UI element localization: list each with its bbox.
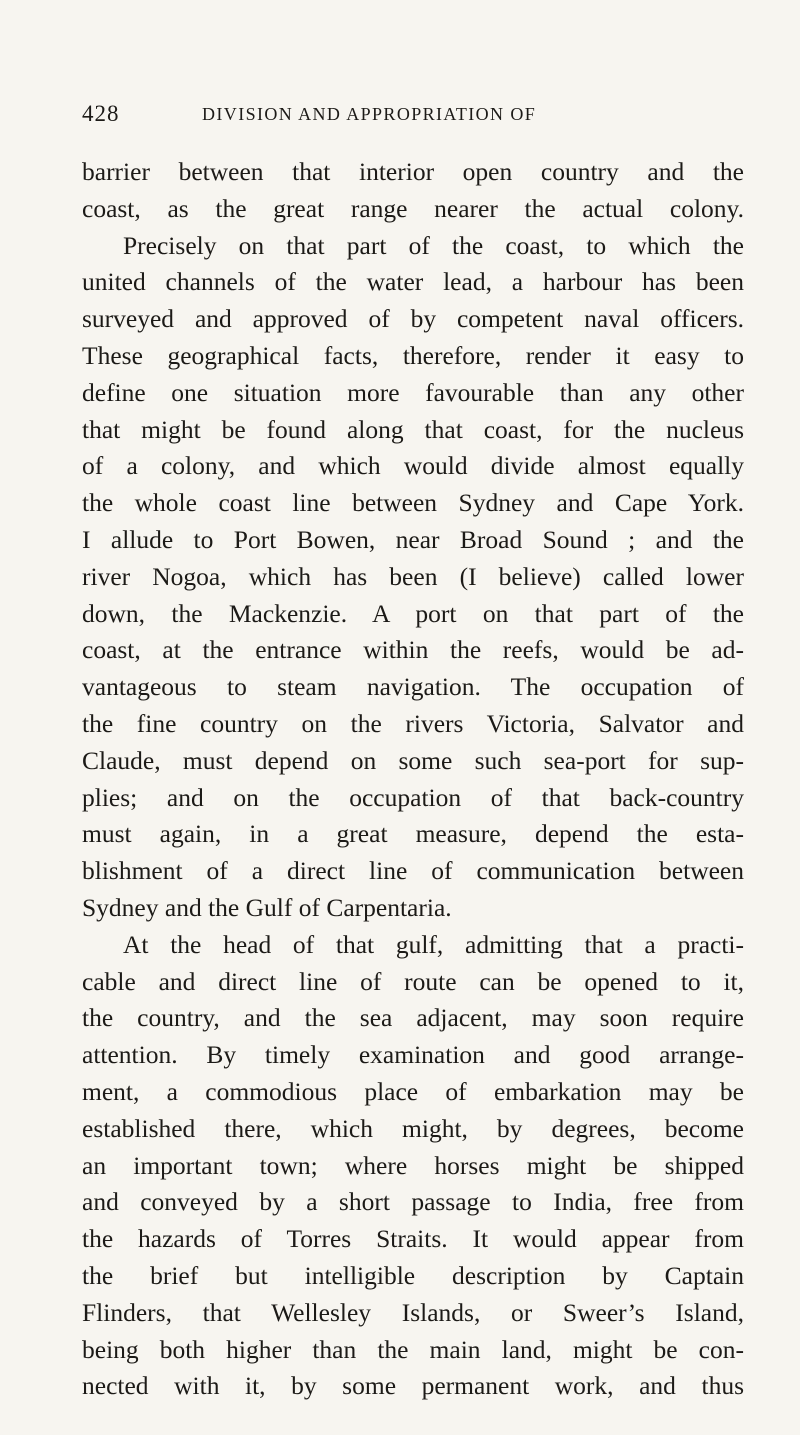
text-line: the whole coast line between Sydney and Cape York. xyxy=(82,488,744,518)
text-line: Precisely on that part of the coast, to which the xyxy=(123,230,744,260)
text-line: of a colony, and which would divide almost equally xyxy=(82,451,744,481)
text-line: coast, as the great range nearer the actual colony. xyxy=(82,193,744,223)
text-line: Sydney and the Gulf of Carpentaria. xyxy=(82,892,452,922)
text-line: the brief but intelligible description by Captain xyxy=(82,1260,744,1290)
text-line: being both higher than the main land, might be con- xyxy=(82,1334,744,1364)
text-line: At the head of that gulf, admitting that a practi- xyxy=(123,929,744,959)
text-line: barrier between that interior open country and the xyxy=(82,157,744,186)
text-line: coast, at the entrance within the reefs, would be ad- xyxy=(82,635,744,665)
text-line: united channels of the water lead, a harbour has been xyxy=(82,267,744,297)
text-line: must again, in a great measure, depend the esta- xyxy=(82,819,744,849)
page-header xyxy=(82,101,742,131)
text-line: vantageous to steam navigation. The occupation of xyxy=(82,672,744,702)
text-line: I allude to Port Bowen, near Broad Sound ; and the xyxy=(82,524,744,554)
text-line: down, the Mackenzie. A port on that part of the xyxy=(82,598,744,628)
running-head: DIVISION AND APPROPRIATION OF xyxy=(202,104,537,124)
text-line: Flinders, that Wellesley Islands, or Sweer’s Island, xyxy=(82,1297,744,1327)
text-line: surveyed and approved of by competent naval officers. xyxy=(82,304,744,334)
body-text xyxy=(82,154,744,1405)
text-line: ment, a commodious place of embarkation may be xyxy=(82,1076,744,1106)
text-line: attention. By timely examination and good arrange- xyxy=(82,1040,744,1070)
text-line: These geographical facts, therefore, render it easy to xyxy=(82,340,744,370)
text-line: an important town; where horses might be shipped xyxy=(82,1150,744,1180)
text-line: plies; and on the occupation of that back-country xyxy=(82,782,744,812)
text-line: Claude, must depend on some such sea-port for sup- xyxy=(82,745,744,775)
text-line: the country, and the sea adjacent, may soon require xyxy=(82,1003,744,1033)
text-line: blishment of a direct line of communication between xyxy=(82,856,744,886)
text-line: that might be found along that coast, for the nucleus xyxy=(82,414,744,444)
text-line: river Nogoa, which has been (I believe) called lower xyxy=(82,561,744,591)
text-line: cable and direct line of route can be opened to it, xyxy=(82,966,744,996)
text-line: the fine country on the rivers Victoria, Salvator and xyxy=(82,708,744,738)
page-number: 428 xyxy=(82,101,120,126)
text-line: established there, which might, by degrees, become xyxy=(82,1113,744,1143)
text-line: nected with it, by some permanent work, and thus xyxy=(82,1371,744,1401)
text-line: the hazards of Torres Straits. It would appear from xyxy=(82,1224,744,1254)
text-line: define one situation more favourable than any other xyxy=(82,377,744,407)
text-line: and conveyed by a short passage to India, free from xyxy=(82,1187,744,1217)
